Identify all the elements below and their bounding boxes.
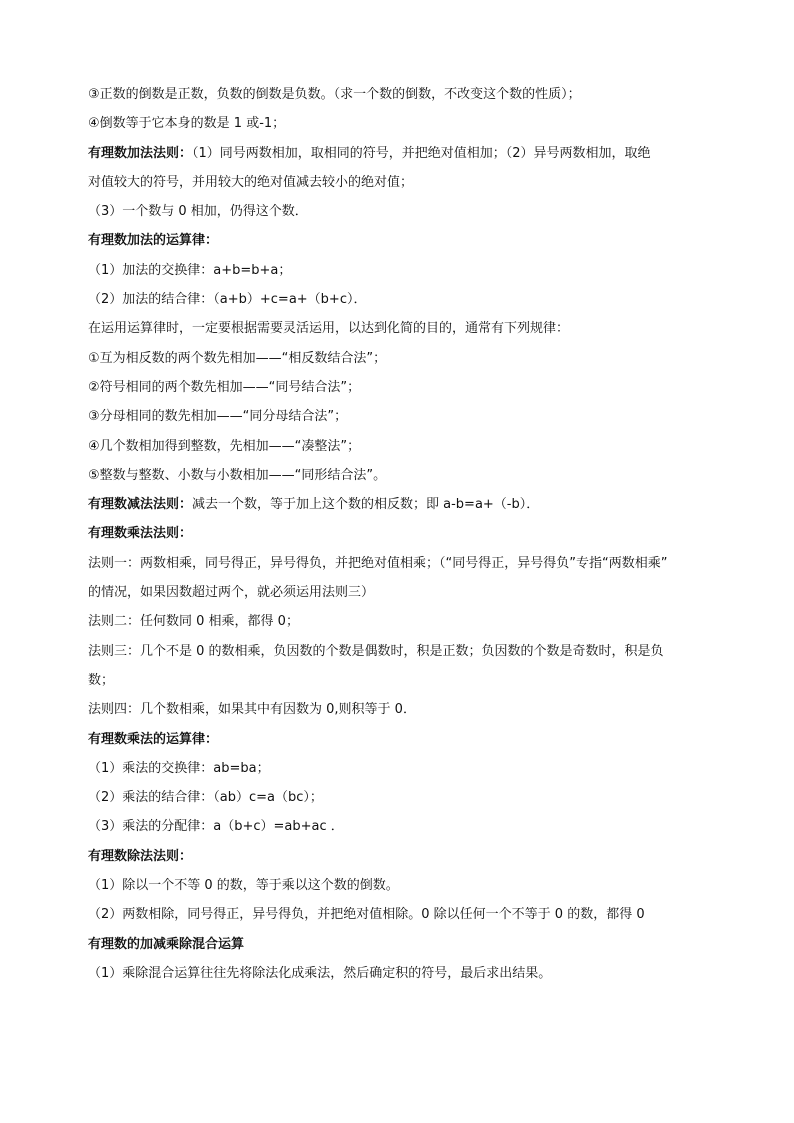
text-line — [88, 80, 728, 109]
line-text: （1）加法的交换律：a+b=b+a； — [88, 262, 292, 278]
line-text: （3）乘法的分配律：a（b+c）=ab+ac ． — [88, 819, 344, 835]
text-line — [88, 637, 728, 666]
section-heading: 有理数加法法则： — [88, 145, 193, 161]
line-text: （3）一个数与 0 相加，仍得这个数． — [88, 204, 308, 220]
section-heading: 有理数乘法的运算律： — [88, 731, 219, 747]
text-line — [88, 168, 728, 197]
text-line — [88, 842, 728, 871]
line-text: 在运用运算律时，一定要根据需要灵活运用，以达到化简的目的，通常有下列规律： — [88, 321, 570, 337]
text-line — [88, 900, 728, 929]
text-line — [88, 754, 728, 783]
line-text: 对值较大的符号，并用较大的绝对值减去较小的绝对值； — [88, 174, 414, 190]
line-text: 减去一个数，等于加上这个数的相反数；即 a-b=a+（-b）． — [192, 497, 540, 513]
section-heading: 有理数乘法法则： — [88, 526, 193, 542]
line-text: ②符号相同的两个数先相加——“同号结合法”； — [88, 379, 361, 395]
line-text: ⑤整数与整数、小数与小数相加——“同形结合法”。 — [88, 467, 387, 483]
line-text: （2）两数相除，同号得正，异号得负，并把绝对值相除。0 除以任何一个不等于 0 的数，都得 0 — [88, 907, 645, 923]
text-line — [88, 666, 728, 695]
text-line — [88, 871, 728, 900]
text-line — [88, 109, 728, 138]
line-text: ④几个数相加得到整数，先相加——“凑整法”； — [88, 438, 361, 454]
text-line — [88, 783, 728, 812]
document-page — [88, 80, 728, 988]
line-text: 法则四：几个数相乘，如果其中有因数为 0,则积等于 0． — [88, 702, 416, 718]
line-text: （1）乘除混合运算往往先将除法化成乘法，然后确定积的符号，最后求出结果。 — [88, 965, 552, 981]
text-line — [88, 373, 728, 402]
line-text: 的情况，如果因数超过两个，就必须运用法则三） — [88, 585, 375, 601]
text-line — [88, 314, 728, 343]
text-line — [88, 256, 728, 285]
line-text: ③分母相同的数先相加——“同分母结合法”； — [88, 409, 348, 425]
text-line — [88, 549, 728, 578]
line-text: ①互为相反数的两个数先相加——“相反数结合法”； — [88, 350, 387, 366]
line-text: 法则三：几个不是 0 的数相乘，负因数的个数是偶数时，积是正数；负因数的个数是奇数时，积是负 — [88, 643, 664, 659]
section-heading: 有理数除法法则： — [88, 848, 193, 864]
text-line — [88, 812, 728, 841]
text-line — [88, 197, 728, 226]
line-text: 法则一：两数相乘，同号得正，异号得负，并把绝对值相乘；（“同号得正，异号得负”专指“两数相乘” — [88, 555, 668, 571]
text-line — [88, 725, 728, 754]
text-line — [88, 490, 728, 519]
text-line — [88, 578, 728, 607]
text-line — [88, 285, 728, 314]
line-text: ③正数的倒数是正数，负数的倒数是负数。（求一个数的倒数，不改变这个数的性质）； — [88, 87, 581, 102]
text-line — [88, 461, 728, 490]
text-line — [88, 344, 728, 373]
line-text: 法则二：任何数同 0 相乘，都得 0； — [88, 614, 299, 630]
line-text: （1）同号两数相加，取相同的符号，并把绝对值相加；（2）异号两数相加，取绝 — [192, 145, 651, 161]
line-text: （2）加法的结合律：（a+b）+c=a+（b+c）． — [88, 292, 367, 308]
line-text: ④倒数等于它本身的数是 1 或-1； — [88, 116, 286, 132]
text-line — [88, 139, 728, 168]
text-line — [88, 402, 728, 431]
line-text: （2）乘法的结合律：（ab）c=a（bc）； — [88, 790, 323, 806]
section-heading: 有理数加法的运算律： — [88, 233, 219, 249]
line-text: （1）乘法的交换律：ab=ba； — [88, 760, 270, 776]
text-line — [88, 695, 728, 724]
text-line — [88, 226, 728, 255]
section-heading: 有理数的加减乘除混合运算 — [88, 936, 245, 952]
section-heading: 有理数减法法则： — [88, 497, 193, 513]
text-line — [88, 432, 728, 461]
line-text: （1）除以一个不等 0 的数，等于乘以这个数的倒数。 — [88, 878, 399, 894]
text-line — [88, 607, 728, 636]
text-line — [88, 930, 728, 959]
line-text: 数； — [88, 672, 115, 688]
text-line — [88, 959, 728, 988]
text-line — [88, 519, 728, 548]
